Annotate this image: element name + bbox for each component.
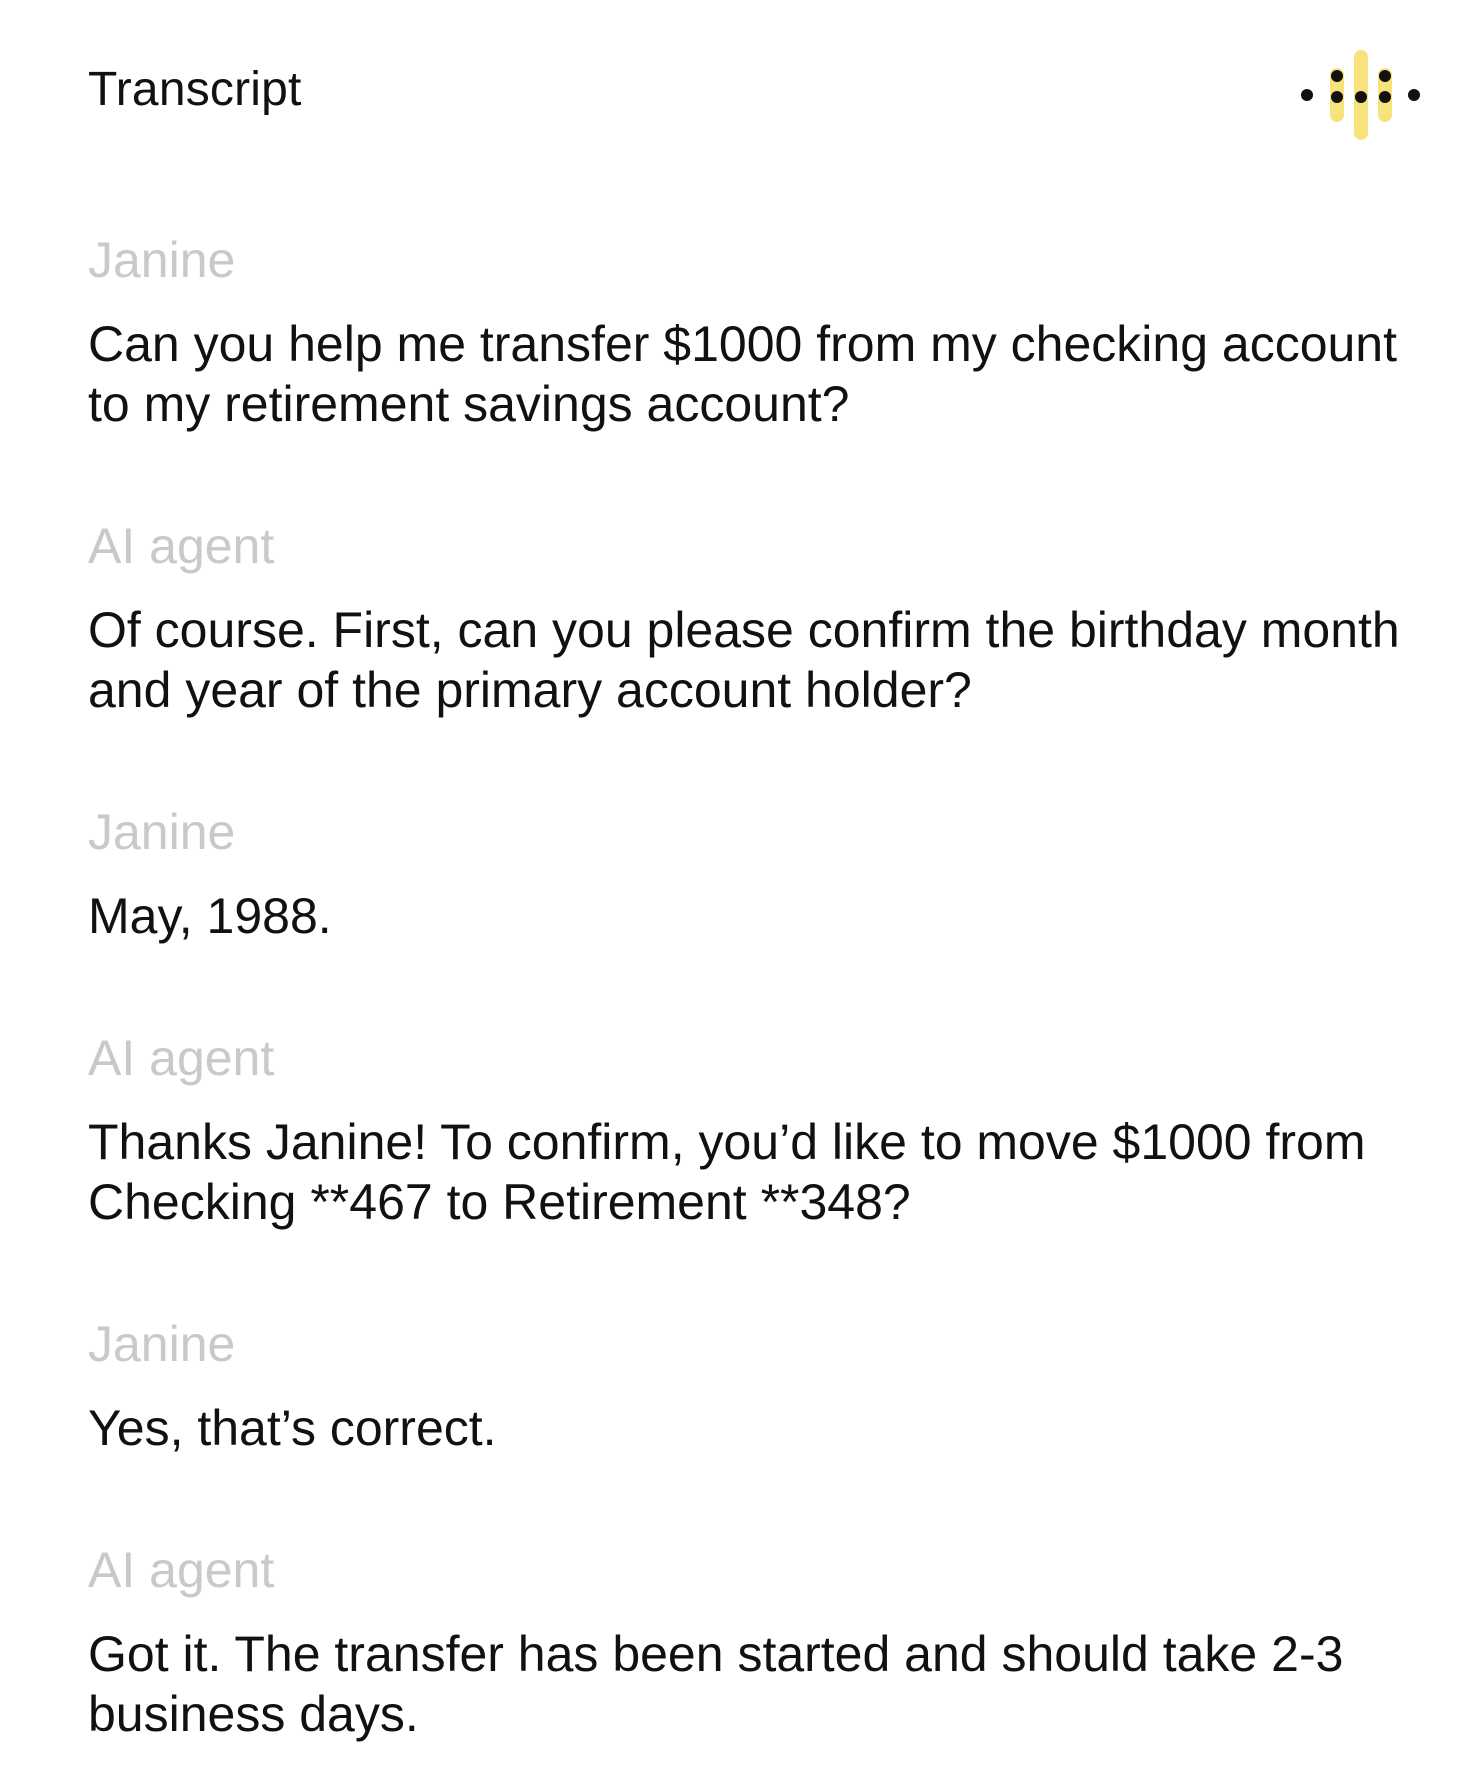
message-text: Yes, that’s correct. — [88, 1400, 497, 1456]
speaker-name: Janine — [88, 1316, 236, 1372]
speaker-name: AI agent — [88, 1542, 275, 1598]
message-item — [88, 1310, 1428, 1458]
message-item — [88, 226, 1428, 434]
message-item — [88, 798, 1428, 946]
transcript-header — [88, 58, 1424, 148]
message-text: Thanks Janine! To confirm, you’d like to move $1000 from Checking **467 to Retirement **348? — [88, 1114, 1366, 1230]
message-text: Got it. The transfer has been started and should take 2-3 business days. — [88, 1626, 1344, 1742]
speaker-name: Janine — [88, 232, 236, 288]
message-item — [88, 512, 1428, 720]
waveform-dots-icon — [1294, 40, 1424, 150]
speaker-name: AI agent — [88, 1030, 275, 1086]
speaker-name: Janine — [88, 804, 236, 860]
speaker-name: AI agent — [88, 518, 275, 574]
message-item — [88, 1024, 1428, 1232]
message-text: Can you help me transfer $1000 from my checking account to my retirement savings account? — [88, 316, 1398, 432]
message-text: Of course. First, can you please confirm the birthday month and year of the primary account holder? — [88, 602, 1400, 718]
transcript-list — [88, 226, 1428, 1744]
message-item — [88, 1536, 1428, 1744]
page-title: Transcript — [88, 63, 302, 116]
message-text: May, 1988. — [88, 888, 332, 944]
